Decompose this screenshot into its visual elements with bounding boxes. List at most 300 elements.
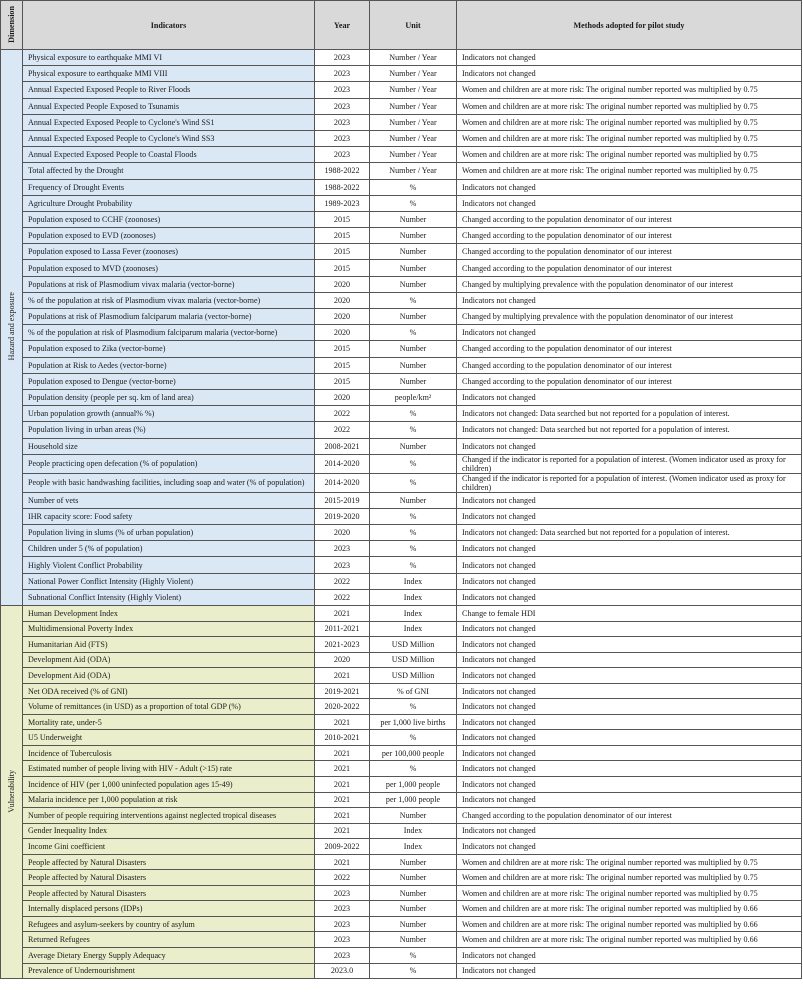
table-row [1,292,802,308]
dimension-label: Vulnerability [7,769,16,813]
unit-cell: per 100,000 people [370,745,457,761]
year-cell: 2023 [315,130,370,146]
method-cell: Changed according to the population denominator of our interest [457,808,802,824]
indicator-cell: % of the population at risk of Plasmodium vivax malaria (vector-borne) [23,292,315,308]
table-row [1,854,802,870]
method-cell: Indicators not changed: Data searched but not reported for a population of interest. [457,422,802,438]
indicator-cell: Annual Expected People Exposed to Tsunamis [23,98,315,114]
method-cell: Women and children are at more risk: The original number reported was multiplied by 0.75 [457,885,802,901]
indicator-cell: Human Development Index [23,606,315,622]
method-cell: Indicators not changed [457,541,802,557]
unit-cell: Number [370,228,457,244]
indicator-cell: Physical exposure to earthquake MMI VI [23,50,315,66]
indicator-cell: People practicing open defecation (% of population) [23,454,315,473]
year-cell: 2019-2021 [315,683,370,699]
table-row [1,963,802,979]
table-row [1,244,802,260]
method-cell: Indicators not changed [457,50,802,66]
year-cell: 2015 [315,260,370,276]
year-cell: 2015 [315,228,370,244]
unit-cell: Number [370,885,457,901]
unit-cell: % [370,325,457,341]
dimension-cell [1,606,23,979]
table-row [1,714,802,730]
unit-cell: Number [370,211,457,227]
indicator-cell: Refugees and asylum-seekers by country of asylum [23,916,315,932]
method-cell: Women and children are at more risk: The original number reported was multiplied by 0.75 [457,114,802,130]
table-row [1,147,802,163]
table-row [1,82,802,98]
indicator-cell: Internally displaced persons (IDPs) [23,901,315,917]
unit-cell: Number / Year [370,66,457,82]
method-cell: Indicators not changed [457,652,802,668]
unit-cell: % [370,508,457,524]
method-cell: Indicators not changed [457,589,802,605]
year-cell: 2021 [315,668,370,684]
unit-cell: Index [370,589,457,605]
indicator-cell: Development Aid (ODA) [23,652,315,668]
indicator-cell: Populations at risk of Plasmodium vivax malaria (vector-borne) [23,276,315,292]
year-cell: 2021 [315,792,370,808]
year-cell: 2021 [315,606,370,622]
unit-cell: per 1,000 people [370,792,457,808]
year-cell: 2021 [315,777,370,793]
year-cell: 2021 [315,761,370,777]
unit-cell: Number [370,870,457,886]
year-cell: 2008-2021 [315,438,370,454]
method-cell: Indicators not changed [457,389,802,405]
unit-cell: % [370,406,457,422]
unit-cell: Number [370,244,457,260]
method-cell: Indicators not changed [457,714,802,730]
indicator-cell: Population exposed to MVD (zoonoses) [23,260,315,276]
table-row [1,637,802,653]
indicator-cell: IHR capacity score: Food safety [23,508,315,524]
table-row [1,66,802,82]
unit-cell: % [370,292,457,308]
table-row [1,699,802,715]
unit-cell: % [370,454,457,473]
unit-cell: Number [370,854,457,870]
table-row [1,228,802,244]
unit-cell: % [370,473,457,492]
method-cell: Indicators not changed [457,292,802,308]
table-row [1,932,802,948]
year-cell: 2015 [315,211,370,227]
indicator-cell: Children under 5 (% of population) [23,541,315,557]
year-cell: 1988-2022 [315,179,370,195]
method-cell: Indicators not changed [457,492,802,508]
indicator-cell: Population exposed to CCHF (zoonoses) [23,211,315,227]
dimension-cell [1,50,23,606]
unit-cell: Number / Year [370,82,457,98]
table-row [1,557,802,573]
indicator-cell: Number of people requiring interventions against neglected tropical diseases [23,808,315,824]
indicator-cell: Volume of remittances (in USD) as a proportion of total GDP (%) [23,699,315,715]
year-cell: 2023 [315,557,370,573]
table-row [1,473,802,492]
year-cell: 2023 [315,50,370,66]
table-row [1,276,802,292]
method-cell: Women and children are at more risk: The original number reported was multiplied by 0.75 [457,98,802,114]
indicator-cell: Subnational Conflict Intensity (Highly Violent) [23,589,315,605]
method-cell: Changed according to the population denominator of our interest [457,357,802,373]
year-cell: 2023 [315,98,370,114]
table-row [1,114,802,130]
table-row [1,839,802,855]
indicator-cell: Income Gini coefficient [23,839,315,855]
table-row [1,606,802,622]
year-cell: 2014-2020 [315,473,370,492]
unit-cell: Number / Year [370,114,457,130]
year-cell: 2023 [315,114,370,130]
year-cell: 1988-2022 [315,163,370,179]
method-cell: Change to female HDI [457,606,802,622]
unit-cell: Number [370,276,457,292]
indicator-cell: National Power Conflict Intensity (Highly Violent) [23,573,315,589]
method-cell: Indicators not changed [457,963,802,979]
method-cell: Women and children are at more risk: The original number reported was multiplied by 0.75 [457,163,802,179]
year-cell: 2023 [315,147,370,163]
table-row [1,130,802,146]
unit-cell: Number / Year [370,147,457,163]
method-cell: Indicators not changed [457,839,802,855]
year-cell: 2015 [315,373,370,389]
indicator-cell: Mortality rate, under-5 [23,714,315,730]
unit-cell: Number [370,438,457,454]
method-cell: Changed according to the population denominator of our interest [457,244,802,260]
indicator-cell: Population at Risk to Aedes (vector-borne) [23,357,315,373]
table-row [1,260,802,276]
indicator-cell: Prevalence of Undernourishment [23,963,315,979]
table-row [1,325,802,341]
table-row [1,98,802,114]
year-cell: 2020 [315,276,370,292]
year-cell: 2023 [315,948,370,964]
table-row [1,683,802,699]
indicator-cell: People with basic handwashing facilities, including soap and water (% of population) [23,473,315,492]
method-cell: Women and children are at more risk: The original number reported was multiplied by 0.75 [457,82,802,98]
year-cell: 2022 [315,406,370,422]
year-cell: 2023 [315,901,370,917]
unit-cell: Number [370,916,457,932]
year-cell: 2022 [315,589,370,605]
method-cell: Changed according to the population denominator of our interest [457,228,802,244]
unit-cell: Number [370,808,457,824]
method-cell: Changed by multiplying prevalence with the population denominator of our interest [457,276,802,292]
table-row [1,589,802,605]
year-cell: 2019-2020 [315,508,370,524]
table-row [1,454,802,473]
unit-cell: Index [370,839,457,855]
year-cell: 2021 [315,745,370,761]
unit-cell: USD Million [370,668,457,684]
table-row [1,730,802,746]
method-cell: Indicators not changed [457,745,802,761]
indicator-cell: Total affected by the Drought [23,163,315,179]
table-row [1,438,802,454]
indicator-cell: Populations at risk of Plasmodium falciparum malaria (vector-borne) [23,309,315,325]
year-cell: 2015 [315,244,370,260]
table-row [1,373,802,389]
indicator-cell: % of the population at risk of Plasmodium falciparum malaria (vector-borne) [23,325,315,341]
year-cell: 2021 [315,854,370,870]
year-cell: 1989-2023 [315,195,370,211]
indicator-cell: Population density (people per sq. km of land area) [23,389,315,405]
method-cell: Indicators not changed [457,683,802,699]
table-row [1,777,802,793]
indicator-cell: Returned Refugees [23,932,315,948]
indicator-cell: Number of vets [23,492,315,508]
indicator-cell: People affected by Natural Disasters [23,885,315,901]
method-cell: Indicators not changed [457,948,802,964]
year-cell: 2020 [315,652,370,668]
indicator-cell: Population exposed to Zika (vector-borne) [23,341,315,357]
unit-cell: % [370,525,457,541]
method-cell: Indicators not changed [457,761,802,777]
unit-cell: % [370,179,457,195]
method-cell: Indicators not changed [457,195,802,211]
method-cell: Changed according to the population denominator of our interest [457,341,802,357]
header-dimension [1,1,23,50]
method-cell: Indicators not changed [457,573,802,589]
unit-cell: % [370,699,457,715]
dimension-label: Hazard and exposure [7,292,16,361]
indicator-cell: Incidence of HIV (per 1,000 uninfected population ages 15-49) [23,777,315,793]
unit-cell: % [370,541,457,557]
year-cell: 2020-2022 [315,699,370,715]
indicator-cell: Humanitarian Aid (FTS) [23,637,315,653]
table-row [1,885,802,901]
year-cell: 2023 [315,66,370,82]
table-row [1,179,802,195]
header-unit: Unit [370,1,457,50]
year-cell: 2021-2023 [315,637,370,653]
unit-cell: Number [370,901,457,917]
year-cell: 2023 [315,885,370,901]
method-cell: Changed according to the population denominator of our interest [457,260,802,276]
table-row [1,901,802,917]
method-cell: Women and children are at more risk: The original number reported was multiplied by 0.66 [457,901,802,917]
year-cell: 2015-2019 [315,492,370,508]
year-cell: 2020 [315,325,370,341]
year-cell: 2022 [315,870,370,886]
year-cell: 2021 [315,808,370,824]
unit-cell: Index [370,823,457,839]
method-cell: Indicators not changed [457,792,802,808]
indicator-cell: Annual Expected Exposed People to Coastal Floods [23,147,315,163]
table-row [1,792,802,808]
year-cell: 2020 [315,389,370,405]
year-cell: 2023.0 [315,963,370,979]
method-cell: Women and children are at more risk: The original number reported was multiplied by 0.66 [457,932,802,948]
unit-cell: Number [370,932,457,948]
year-cell: 2023 [315,916,370,932]
indicator-cell: Annual Expected Exposed People to Cyclone's Wind SS3 [23,130,315,146]
unit-cell: Index [370,621,457,637]
unit-cell: % of GNI [370,683,457,699]
table-row [1,309,802,325]
unit-cell: USD Million [370,637,457,653]
table-row [1,525,802,541]
method-cell: Indicators not changed [457,508,802,524]
method-cell: Changed according to the population denominator of our interest [457,211,802,227]
method-cell: Changed if the indicator is reported for a population of interest. (Women indicator used as proxy for children) [457,454,802,473]
unit-cell: Number [370,357,457,373]
year-cell: 2020 [315,309,370,325]
table-row [1,870,802,886]
year-cell: 2021 [315,714,370,730]
unit-cell: Number / Year [370,163,457,179]
year-cell: 2014-2020 [315,454,370,473]
year-cell: 2010-2021 [315,730,370,746]
indicator-cell: People affected by Natural Disasters [23,870,315,886]
year-cell: 2015 [315,357,370,373]
unit-cell: Number / Year [370,98,457,114]
method-cell: Indicators not changed [457,777,802,793]
indicator-cell: Development Aid (ODA) [23,668,315,684]
indicator-cell: Physical exposure to earthquake MMI VIII [23,66,315,82]
unit-cell: per 1,000 people [370,777,457,793]
unit-cell: % [370,195,457,211]
method-cell: Indicators not changed [457,325,802,341]
method-cell: Changed according to the population denominator of our interest [457,373,802,389]
method-cell: Indicators not changed [457,557,802,573]
method-cell: Indicators not changed [457,823,802,839]
method-cell: Indicators not changed [457,179,802,195]
table-row [1,573,802,589]
unit-cell: USD Million [370,652,457,668]
indicator-cell: Population exposed to Dengue (vector-borne) [23,373,315,389]
method-cell: Indicators not changed [457,730,802,746]
method-cell: Women and children are at more risk: The original number reported was multiplied by 0.75 [457,870,802,886]
method-cell: Women and children are at more risk: The original number reported was multiplied by 0.66 [457,916,802,932]
header-indicators: Indicators [23,1,315,50]
unit-cell: Number [370,309,457,325]
header-methods: Methods adopted for pilot study [457,1,802,50]
method-cell: Indicators not changed [457,621,802,637]
indicator-cell: Annual Expected Exposed People to Cyclone's Wind SS1 [23,114,315,130]
unit-cell: % [370,761,457,777]
table-row [1,389,802,405]
unit-cell: Number [370,341,457,357]
table-row [1,808,802,824]
table-row [1,211,802,227]
method-cell: Women and children are at more risk: The original number reported was multiplied by 0.75 [457,854,802,870]
year-cell: 2009-2022 [315,839,370,855]
table-row [1,621,802,637]
indicator-cell: Annual Expected Exposed People to River Floods [23,82,315,98]
table-row [1,357,802,373]
year-cell: 2020 [315,525,370,541]
year-cell: 2011-2021 [315,621,370,637]
table-row [1,50,802,66]
unit-cell: % [370,557,457,573]
method-cell: Changed by multiplying prevalence with the population denominator of our interest [457,309,802,325]
year-cell: 2023 [315,932,370,948]
year-cell: 2023 [315,541,370,557]
indicator-cell: Population living in urban areas (%) [23,422,315,438]
table-body [1,50,802,979]
method-cell: Indicators not changed [457,438,802,454]
unit-cell: Number / Year [370,50,457,66]
indicator-cell: Net ODA received (% of GNI) [23,683,315,699]
table-row [1,422,802,438]
table-row [1,745,802,761]
year-cell: 2020 [315,292,370,308]
method-cell: Changed if the indicator is reported for a population of interest. (Women indicator used as proxy for children) [457,473,802,492]
indicator-cell: Population living in slums (% of urban population) [23,525,315,541]
indicator-cell: Malaria incidence per 1,000 population at risk [23,792,315,808]
unit-cell: % [370,948,457,964]
year-cell: 2015 [315,341,370,357]
indicator-cell: People affected by Natural Disasters [23,854,315,870]
method-cell: Women and children are at more risk: The original number reported was multiplied by 0.75 [457,130,802,146]
table-row [1,668,802,684]
header-year: Year [315,1,370,50]
header-row [1,1,802,50]
indicator-cell: Multidimensional Poverty Index [23,621,315,637]
unit-cell: Index [370,573,457,589]
unit-cell: Number [370,492,457,508]
year-cell: 2021 [315,823,370,839]
year-cell: 2022 [315,422,370,438]
unit-cell: people/km² [370,389,457,405]
indicator-cell: Highly Violent Conflict Probability [23,557,315,573]
table-row [1,761,802,777]
table-row [1,652,802,668]
year-cell: 2023 [315,82,370,98]
method-cell: Indicators not changed: Data searched but not reported for a population of interest. [457,525,802,541]
table-row [1,492,802,508]
indicator-cell: Frequency of Drought Events [23,179,315,195]
unit-cell: Number / Year [370,130,457,146]
unit-cell: Index [370,606,457,622]
unit-cell: % [370,730,457,746]
table-row [1,823,802,839]
indicator-cell: Urban population growth (annual% %) [23,406,315,422]
method-cell: Indicators not changed: Data searched but not reported for a population of interest. [457,406,802,422]
table-row [1,406,802,422]
method-cell: Indicators not changed [457,637,802,653]
table-row [1,341,802,357]
indicator-cell: Incidence of Tuberculosis [23,745,315,761]
unit-cell: % [370,422,457,438]
table-row [1,916,802,932]
method-cell: Indicators not changed [457,66,802,82]
table-row [1,195,802,211]
unit-cell: Number [370,260,457,276]
year-cell: 2022 [315,573,370,589]
header-dimension-label: Dimension [7,5,16,43]
unit-cell: % [370,963,457,979]
indicator-cell: Population exposed to Lassa Fever (zoonoses) [23,244,315,260]
indicator-cell: Household size [23,438,315,454]
indicator-cell: U5 Underweight [23,730,315,746]
table-row [1,163,802,179]
indicator-cell: Agriculture Drought Probability [23,195,315,211]
indicator-cell: Estimated number of people living with HIV - Adult (>15) rate [23,761,315,777]
method-cell: Indicators not changed [457,668,802,684]
method-cell: Women and children are at more risk: The original number reported was multiplied by 0.75 [457,147,802,163]
unit-cell: per 1,000 live births [370,714,457,730]
indicator-cell: Average Dietary Energy Supply Adequacy [23,948,315,964]
method-cell: Indicators not changed [457,699,802,715]
indicator-cell: Population exposed to EVD (zoonoses) [23,228,315,244]
indicator-cell: Gender Inequality Index [23,823,315,839]
unit-cell: Number [370,373,457,389]
table-row [1,948,802,964]
